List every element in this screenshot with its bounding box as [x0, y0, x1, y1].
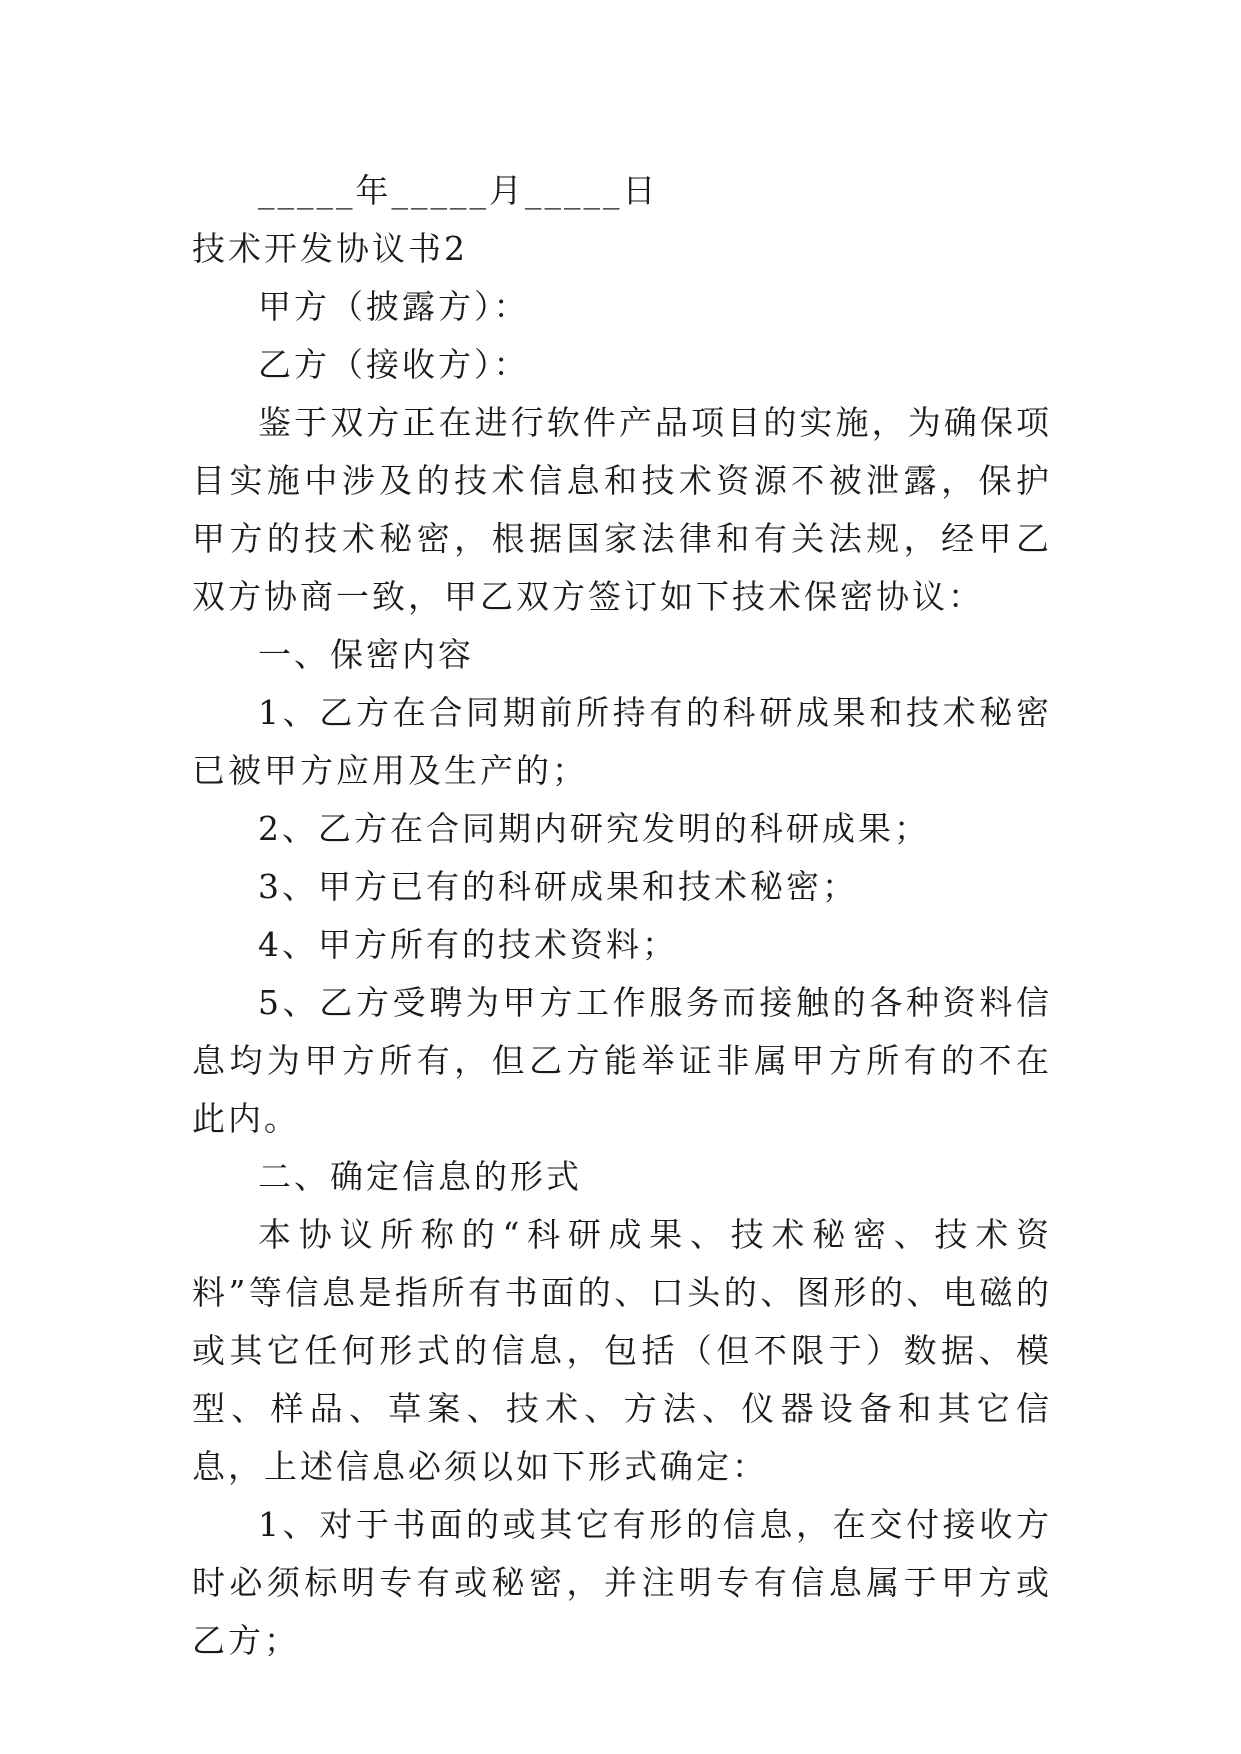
intro-paragraph: 鉴于双方正在进行软件产品项目的实施，为确保项目实施中涉及的技术信息和技术资源不被泄露，保护甲方的技术秘密，根据国家法律和有关法规，经甲乙双方协商一致，甲乙双方签订如下技术保密协议： [192, 403, 1052, 616]
document-title: 技术开发协议书2 [192, 229, 468, 268]
section2-paragraph: 本协议所称的“科研成果、技术秘密、技术资料”等信息是指所有书面的、口头的、图形的、电磁的或其它任何形式的信息，包括（但不限于）数据、模型、样品、草案、技术、方法、仪器设备和其它信息，上述信息必须以如下形式确定： [192, 1215, 1052, 1486]
list-item: 1、乙方在合同期前所持有的科研成果和技术秘密已被甲方应用及生产的； [192, 693, 1052, 790]
section-heading-confidential-content: 一、保密内容 [258, 635, 474, 674]
party-a-line: 甲方（披露方）： [258, 287, 530, 326]
list-item: 2、乙方在合同期内研究发明的科研成果； [258, 809, 930, 848]
section-heading-information-form: 二、确定信息的形式 [258, 1157, 582, 1196]
list-item: 4、甲方所有的技术资料； [258, 925, 678, 964]
list-item: 1、对于书面的或其它有形的信息，在交付接收方时必须标明专有或秘密，并注明专有信息属于甲方或乙方； [192, 1505, 1052, 1660]
list-item: 5、乙方受聘为甲方工作服务而接触的各种资料信息均为甲方所有，但乙方能举证非属甲方所有的不在此内。 [192, 983, 1052, 1138]
document-body [192, 162, 1052, 1670]
party-b-line: 乙方（接收方）： [258, 345, 530, 384]
date-line: _____年_____月_____日 [258, 171, 659, 210]
list-item: 3、甲方已有的科研成果和技术秘密； [258, 867, 858, 906]
